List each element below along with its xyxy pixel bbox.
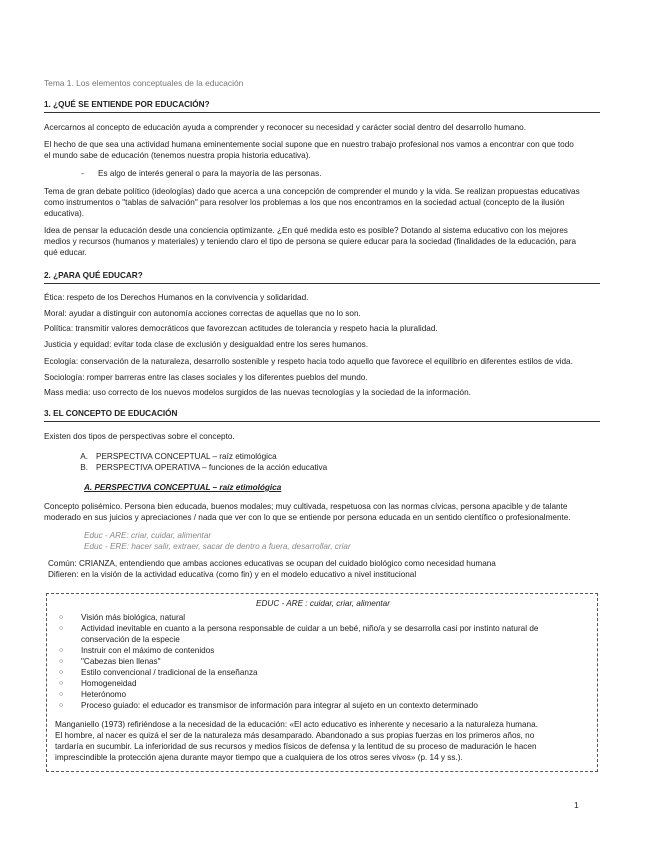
dash-item-text: Es algo de interés general o para la mayoría de las personas. bbox=[98, 169, 322, 178]
circle-bullet-icon: ○ bbox=[59, 669, 64, 676]
perspective-text: PERSPECTIVA CONCEPTUAL – raíz etimológica bbox=[96, 452, 277, 461]
box-item-text: Instruir con el máximo de contenidos bbox=[81, 646, 215, 655]
section-3 bbox=[44, 408, 600, 580]
box-list-item bbox=[55, 689, 591, 700]
perspective-text: PERSPECTIVA OPERATIVA – funciones de la acción educativa bbox=[96, 463, 328, 472]
s1-paragraph-2b: el mundo sabe de educación (tenemos nuestra propia historia educativa). bbox=[44, 151, 311, 160]
s3-paragraph-1a: Concepto polisémico. Persona bien educada, buenos modales; muy cultivada, respetuosa con las normas cívicas, persona apacible y de talante bbox=[44, 502, 568, 511]
quote-line: Manganiello (1973) refiriéndose a la necesidad de la educación: «El acto educativo es inherente y necesario a la naturaleza humana. bbox=[55, 720, 538, 729]
s1-paragraph-3c: educativa). bbox=[44, 209, 85, 218]
purpose-item: Mass media: uso correcto de los nuevos modelos surgidos de las nuevas tecnologías y la sociedad de la información. bbox=[44, 388, 471, 397]
s1-paragraph-1: Acercarnos al concepto de educación ayuda a comprender y reconocer su necesidad y carácter social dentro del desarrollo humano. bbox=[44, 123, 526, 132]
circle-bullet-icon: ○ bbox=[59, 614, 64, 621]
box-list-item bbox=[55, 645, 591, 656]
educare-box bbox=[46, 593, 598, 772]
s1-dash-item bbox=[44, 168, 600, 179]
s1-paragraph-4b: medios y recursos (humanos y materiales) y teniendo claro el tipo de persona se quiere educar para la sociedad (finalidades de la educación, para bbox=[44, 237, 577, 246]
quote-line: El hombre, al nacer es quizá el ser de la naturaleza más desamparado. Abandonado a sus propias fuerzas en los primeros años, no bbox=[55, 731, 535, 740]
page-number: 1 bbox=[574, 800, 579, 810]
dash-marker: - bbox=[81, 169, 84, 178]
section-3-title: 3. EL CONCEPTO DE EDUCACIÓN bbox=[44, 408, 600, 422]
purpose-item: Política: transmitir valores democráticos que favorezcan actitudes de tolerancia y respeto hacia la pluralidad. bbox=[44, 324, 438, 333]
purpose-item: Sociología: romper barreras entre las clases sociales y los diferentes pueblos del mundo. bbox=[44, 372, 368, 382]
s1-paragraph-3b: como instrumentos o "tablas de salvación" para resolver los problemas a los que nos encontramos en la sociedad actual (concepto de la ilusión bbox=[44, 198, 565, 207]
alpha-marker: B. bbox=[80, 463, 88, 472]
box-list-item bbox=[55, 667, 591, 678]
purpose-item: Moral: ayudar a distinguir con autonomía acciones correctas de aquellas que no lo son. bbox=[44, 308, 361, 318]
s1-paragraph-4a: Idea de pensar la educación desde una conciencia optimizante. ¿En qué medida esto es posible? Dotando al sistema educativo con los mejores bbox=[44, 226, 568, 235]
document-header: Tema 1. Los elementos conceptuales de la educación bbox=[44, 78, 244, 88]
purpose-item: Justicia y equidad: evitar toda clase de exclusión y desigualdad entre los seres humanos. bbox=[44, 339, 369, 349]
s1-paragraph-4c: qué educar. bbox=[44, 248, 87, 257]
purpose-item: Ecología: conservación de la naturaleza, desarrollo sostenible y respeto hacia todo aquello que favorece el equilibrio en diferentes estilos de vida. bbox=[44, 357, 573, 366]
purpose-item: Ética: respeto de los Derechos Humanos en la convivencia y solidaridad. bbox=[44, 293, 309, 302]
s3-paragraph-1b: moderado en sus juicios y apreciaciones / nada que ver con lo que se entiende por persona educada en un sentido científico o profesionalmente. bbox=[44, 513, 571, 522]
box-item-text: Heterónomo bbox=[81, 690, 127, 699]
box-item-text-line: Actividad inevitable en cuanto a la persona responsable de cuidar a un bebé, niño/a y se desarrolla casi por instinto natural de bbox=[81, 624, 539, 633]
common-text: Común: CRIANZA, entendiendo que ambas acciones educativas se ocupan del cuidado biológico como necesidad humana bbox=[48, 559, 496, 568]
s3-intro: Existen dos tipos de perspectivas sobre el concepto. bbox=[44, 432, 235, 441]
box-title: EDUC - ARE : cuidar, criar, alimentar bbox=[256, 599, 390, 608]
section-1-title: 1. ¿QUÉ SE ENTIENDE POR EDUCACIÓN? bbox=[44, 99, 600, 113]
s1-paragraph-3a: Tema de gran debate político (ideologías) dado que acerca a una concepción de comprender el mundo y la vida. Se realizan propuestas educativas bbox=[44, 187, 580, 196]
box-list-item bbox=[55, 656, 591, 667]
section-2 bbox=[44, 270, 600, 398]
circle-bullet-icon: ○ bbox=[59, 680, 64, 687]
box-item-text-line: conservación de la especie bbox=[81, 635, 180, 644]
circle-bullet-icon: ○ bbox=[59, 691, 64, 698]
box-list-item bbox=[55, 678, 591, 689]
quote-line: imprescindible la protección ajena durante mayor tiempo que a cualquiera de los otros seres vivos» (p. 14 y ss.). bbox=[55, 753, 463, 762]
box-item-text: Estilo convencional / tradicional de la enseñanza bbox=[81, 668, 258, 677]
circle-bullet-icon: ○ bbox=[59, 647, 64, 654]
manganiello-quote bbox=[55, 719, 591, 763]
circle-bullet-icon: ○ bbox=[59, 702, 64, 709]
box-item-text bbox=[81, 623, 591, 645]
perspective-subheading: A. PERSPECTIVA CONCEPTUAL – raíz etimológica bbox=[84, 483, 282, 492]
circle-bullet-icon: ○ bbox=[59, 625, 64, 632]
perspective-item bbox=[44, 451, 600, 462]
circle-bullet-icon: ○ bbox=[59, 658, 64, 665]
etymology-are: Educ - ARE: criar, cuidar, alimentar bbox=[84, 531, 212, 540]
section-1 bbox=[44, 99, 600, 258]
box-list-item bbox=[55, 612, 591, 623]
box-list-item bbox=[55, 623, 591, 645]
s1-paragraph-2a: El hecho de que sea una actividad humana eminentemente social supone que en nuestro trabajo profesional nos vamos a encontrar con que todo bbox=[44, 140, 574, 149]
section-2-title: 2. ¿PARA QUÉ EDUCAR? bbox=[44, 270, 600, 284]
quote-line: tardaría en sucumbir. La inferioridad de sus recursos y medios físicos de defensa y la lentitud de su proceso de maduración le hacen bbox=[55, 742, 537, 751]
box-item-text: "Cabezas bien llenas" bbox=[81, 657, 161, 666]
etymology-ere: Educ - ERE: hacer salir, extraer, sacar de dentro a fuera, desarrollar, criar bbox=[84, 542, 351, 551]
perspective-item bbox=[44, 462, 600, 473]
box-item-text: Homogeneidad bbox=[81, 679, 137, 688]
box-list-item bbox=[55, 700, 591, 711]
alpha-marker: A. bbox=[80, 452, 88, 461]
differ-text: Difieren: en la visión de la actividad educativa (como fin) y en el modelo educativo a nivel institucional bbox=[48, 570, 417, 579]
box-item-text: Proceso guiado: el educador es transmisor de información para integrar al sujeto en un contexto determinado bbox=[81, 701, 478, 710]
box-item-text: Visión más biológica, natural bbox=[81, 613, 186, 622]
